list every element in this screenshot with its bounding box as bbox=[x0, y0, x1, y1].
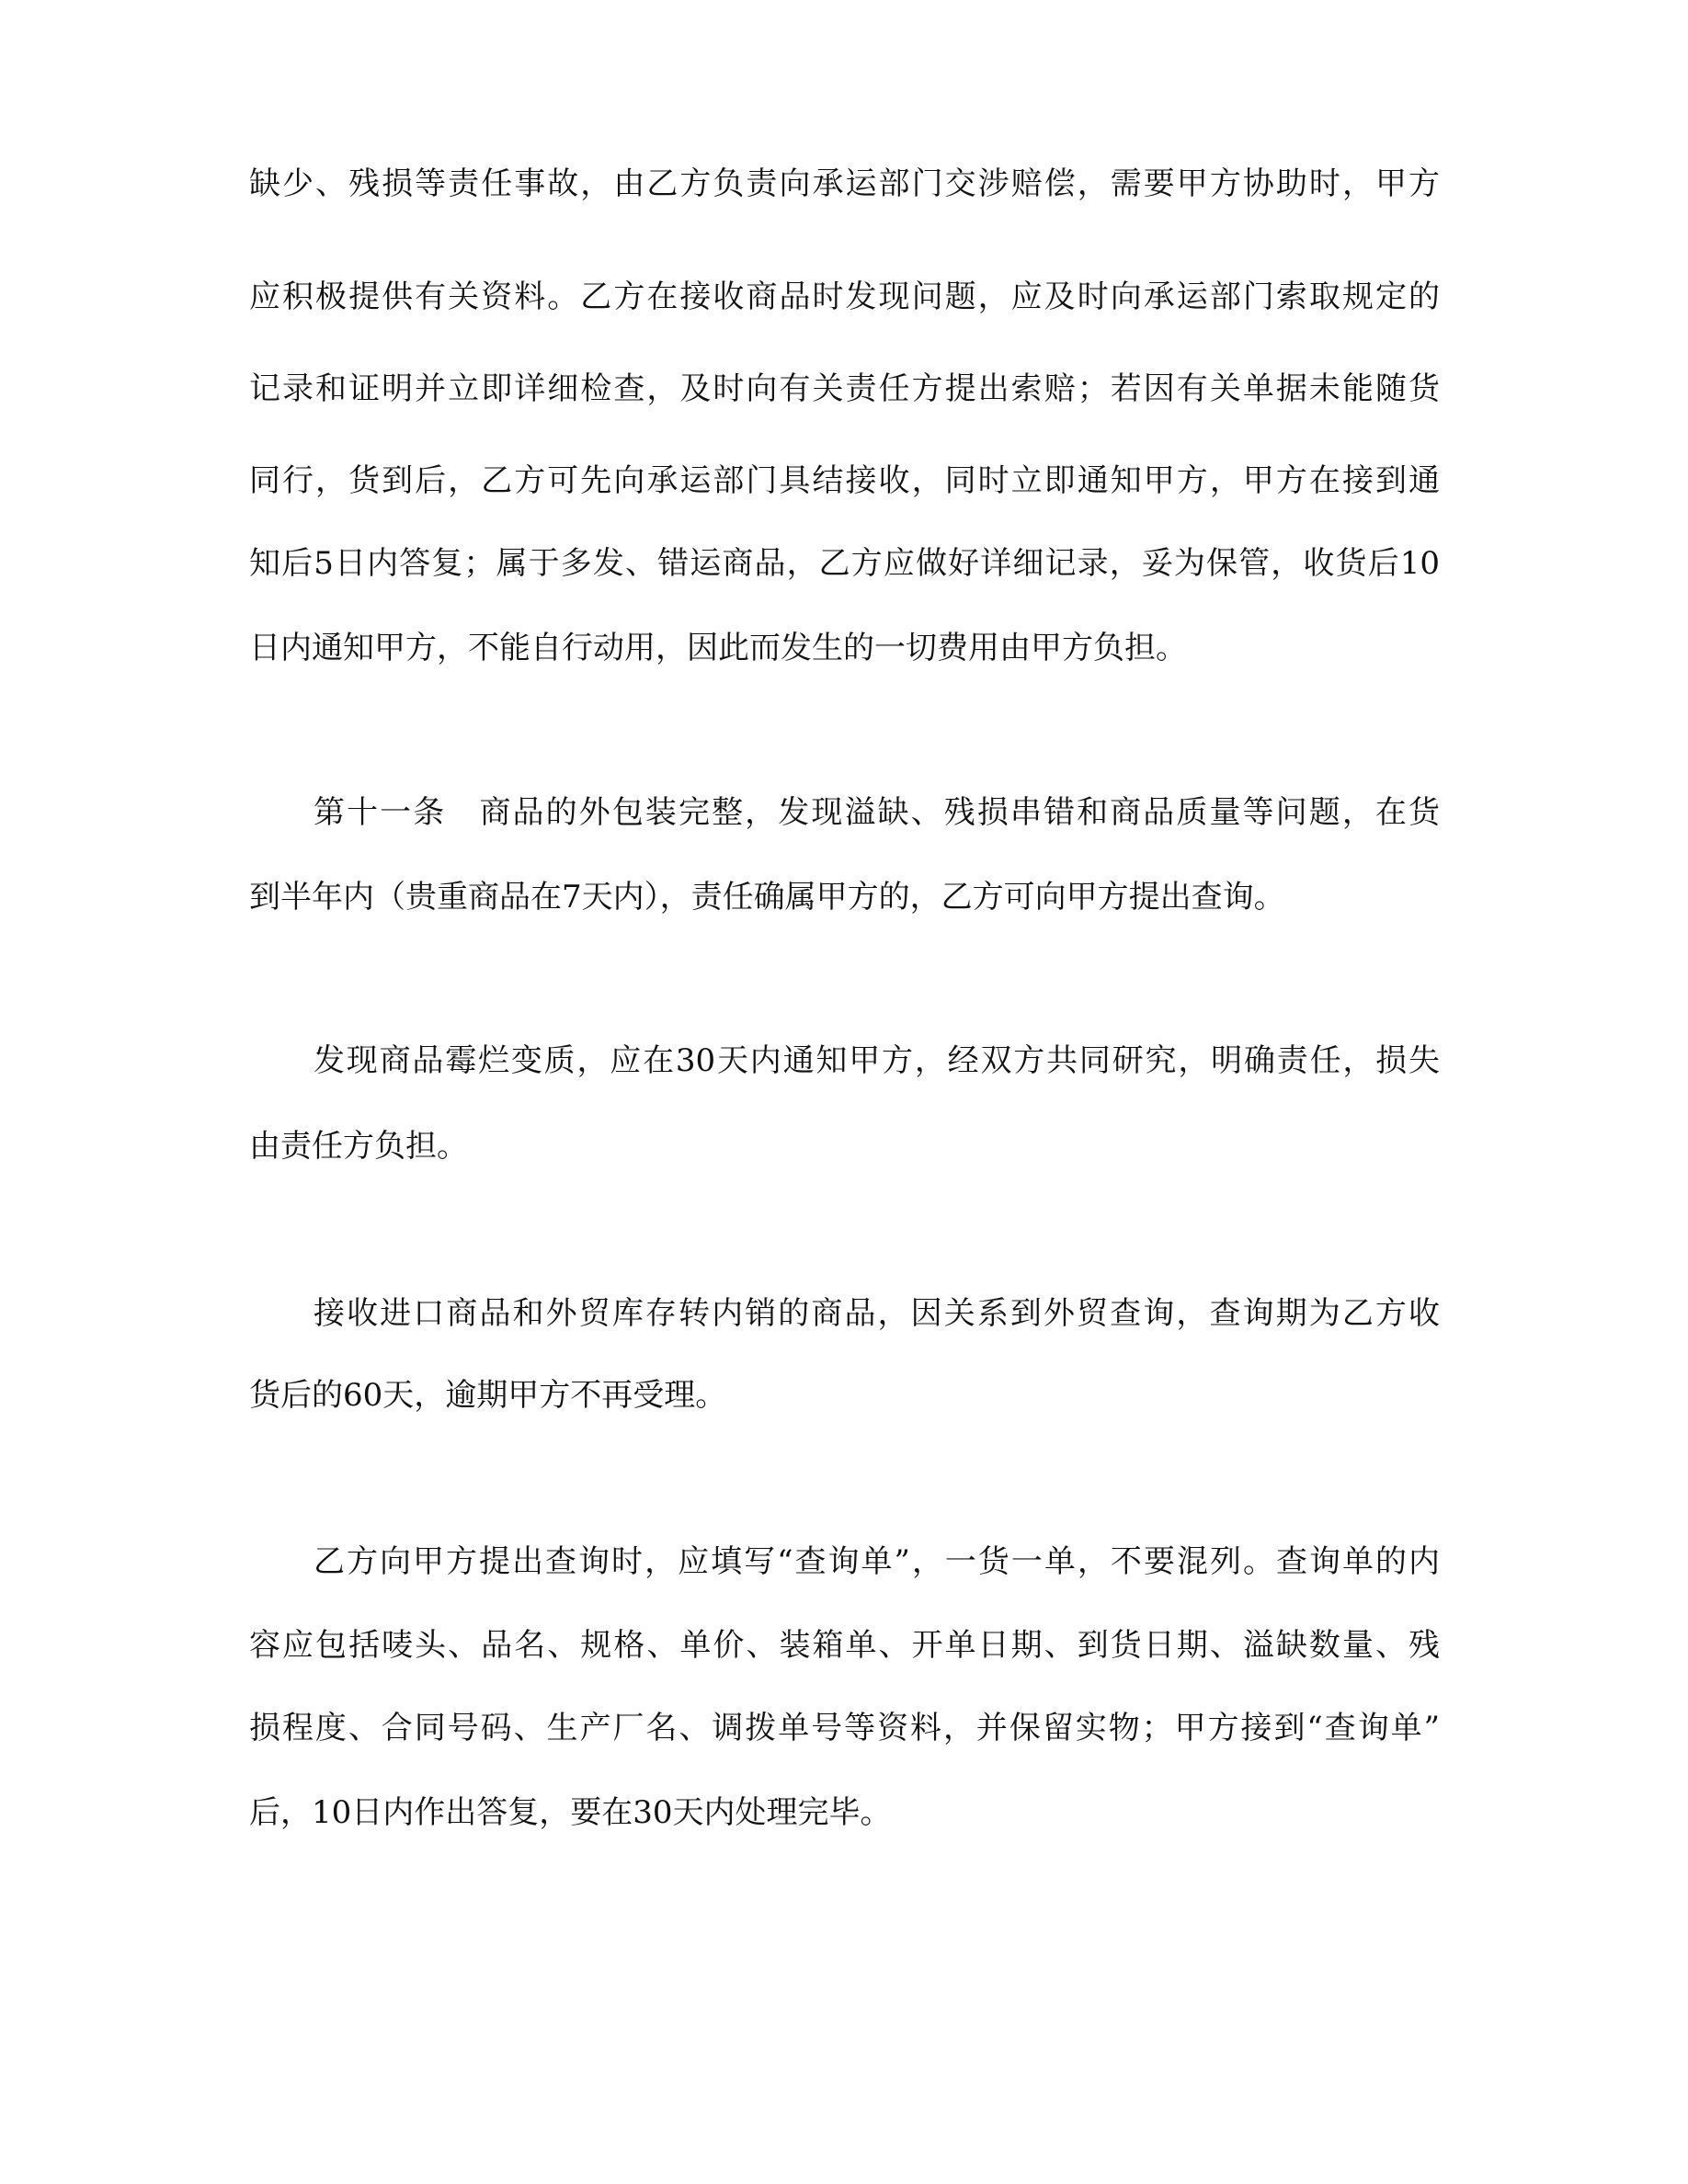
text-line: 第十一条 商品的外包装完整，发现溢缺、残损串错和商品质量等问题，在货 bbox=[314, 794, 1440, 831]
text-line: 乙方向甲方提出查询时，应填写“查询单”，一货一单，不要混列。查询单的内 bbox=[314, 1543, 1440, 1580]
text-line: 应积极提供有关资料。乙方在接收商品时发现问题，应及时向承运部门索取规定的 bbox=[249, 279, 1440, 315]
text-line: 后，10日内作出答复，要在30天内处理完毕。 bbox=[249, 1794, 892, 1831]
text-line: 缺少、残损等责任事故，由乙方负责向承运部门交涉赔偿，需要甲方协助时，甲方 bbox=[249, 165, 1440, 202]
text-line: 损程度、合同号码、生产厂名、调拨单号等资料，并保留实物；甲方接到“查询单” bbox=[249, 1710, 1440, 1746]
text-line: 发现商品霉烂变质，应在30天内通知甲方，经双方共同研究，明确责任，损失 bbox=[314, 1042, 1440, 1079]
text-line: 到半年内（贵重商品在7天内），责任确属甲方的，乙方可向甲方提出查询。 bbox=[249, 879, 1285, 916]
text-line: 日内通知甲方，不能自行动用，因此而发生的一切费用由甲方负担。 bbox=[249, 630, 1187, 666]
text-line: 货后的60天，逾期甲方不再受理。 bbox=[249, 1377, 727, 1414]
text-line: 容应包括唛头、品名、规格、单价、装箱单、开单日期、到货日期、溢缺数量、残 bbox=[249, 1627, 1440, 1664]
text-line: 记录和证明并立即详细检查，及时向有关责任方提出索赔；若因有关单据未能随货 bbox=[249, 370, 1440, 407]
text-line: 由责任方负担。 bbox=[249, 1128, 468, 1165]
text-line: 同行，货到后，乙方可先向承运部门具结接收，同时立即通知甲方，甲方在接到通 bbox=[249, 462, 1440, 499]
text-line: 知后5日内答复；属于多发、错运商品，乙方应做好详细记录，妥为保管，收货后10 bbox=[249, 545, 1440, 582]
text-line: 接收进口商品和外贸库存转内销的商品，因关系到外贸查询，查询期为乙方收 bbox=[314, 1295, 1440, 1332]
